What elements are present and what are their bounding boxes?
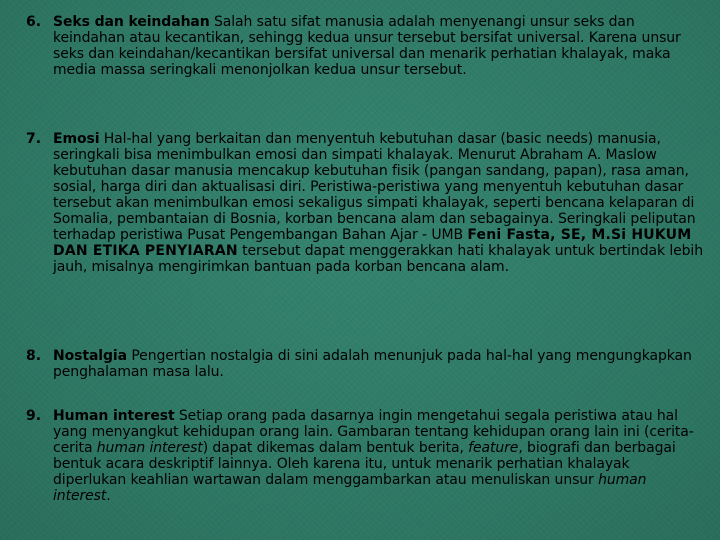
item-text: , biografi dan berbagai bentuk acara deskriptif lainnya. Oleh karena itu, untuk menarik perhatian khalayak diperlukan keahlian wartawan dalam menggambarkan atau menuliskan unsur	[53, 440, 676, 488]
list-item-human-interest	[26, 408, 706, 504]
item-paragraph	[53, 14, 706, 78]
item-text: Salah satu sifat manusia adalah menyenangi unsur seks dan keindahan atau kecantikan, sehingg kedua unsur tersebut bersifat universal. Karena unsur seks dan keindahan/kecantikan bersifat universal dan menarik perhatian khalayak, maka media massa seringkali menonjolkan kedua unsur tersebut.	[53, 14, 681, 78]
item-text: Pengertian nostalgia di sini adalah menunjuk pada hal-hal yang mengungkapkan penghalaman masa lalu.	[53, 348, 692, 380]
item-number: 6.	[26, 14, 42, 30]
item-paragraph	[53, 131, 706, 275]
item-text: .	[106, 488, 111, 504]
item-number: 8.	[26, 348, 42, 364]
item-term: Emosi	[53, 131, 100, 147]
item-term: Seks dan keindahan	[53, 14, 210, 30]
list-item-seks-dan-keindahan	[26, 14, 706, 78]
item-term: Human interest	[53, 408, 175, 424]
item-text: ) dapat dikemas dalam bentuk berita,	[202, 440, 469, 456]
item-paragraph	[53, 408, 706, 504]
item-number: 7.	[26, 131, 42, 147]
list-item-emosi	[26, 131, 706, 275]
item-bold-inline: Feni Fasta, SE, M.Si HUKUM DAN ETIKA PENYIARAN	[53, 227, 692, 259]
item-number: 9.	[26, 408, 42, 424]
item-term: Nostalgia	[53, 348, 127, 364]
list-item-nostalgia	[26, 348, 706, 380]
item-paragraph	[53, 348, 706, 380]
item-italic-term: human interest	[96, 440, 203, 456]
item-text: Hal-hal yang berkaitan dan menyentuh kebutuhan dasar (basic needs) manusia, seringkali bisa menimbulkan emosi dan simpati khalayak. Menurut Abraham A. Maslow kebutuhan dasar manusia mencakup kebutuhan fisik (pangan sandang, papan), rasa aman, sosial, harga diri dan aktualisasi diri. Peristiwa-peristiwa yang menyentuh kebutuhan dasar tersebut akan menimbulkan emosi sekaligus simpati khalayak, seperti bencana kelaparan di Somalia, pembantaian di Bosnia, korban bencana alam dan sebagainya. Seringkali peliputan terhadap peristiwa Pusat Pengembangan Bahan Ajar - UMB	[53, 131, 696, 243]
item-italic-term: human interest	[53, 472, 647, 504]
item-text-continued: tersebut dapat menggerakkan hati khalayak untuk bertindak lebih jauh, misalnya mengirimkan bantuan pada korban bencana alam.	[53, 243, 703, 275]
item-italic-term: feature	[468, 440, 519, 456]
item-text: Setiap orang pada dasarnya ingin mengetahui segala peristiwa atau hal yang menyangkut kehidupan orang lain. Gambaran tentang kehidupan orang lain ini (cerita-cerita	[53, 408, 694, 456]
